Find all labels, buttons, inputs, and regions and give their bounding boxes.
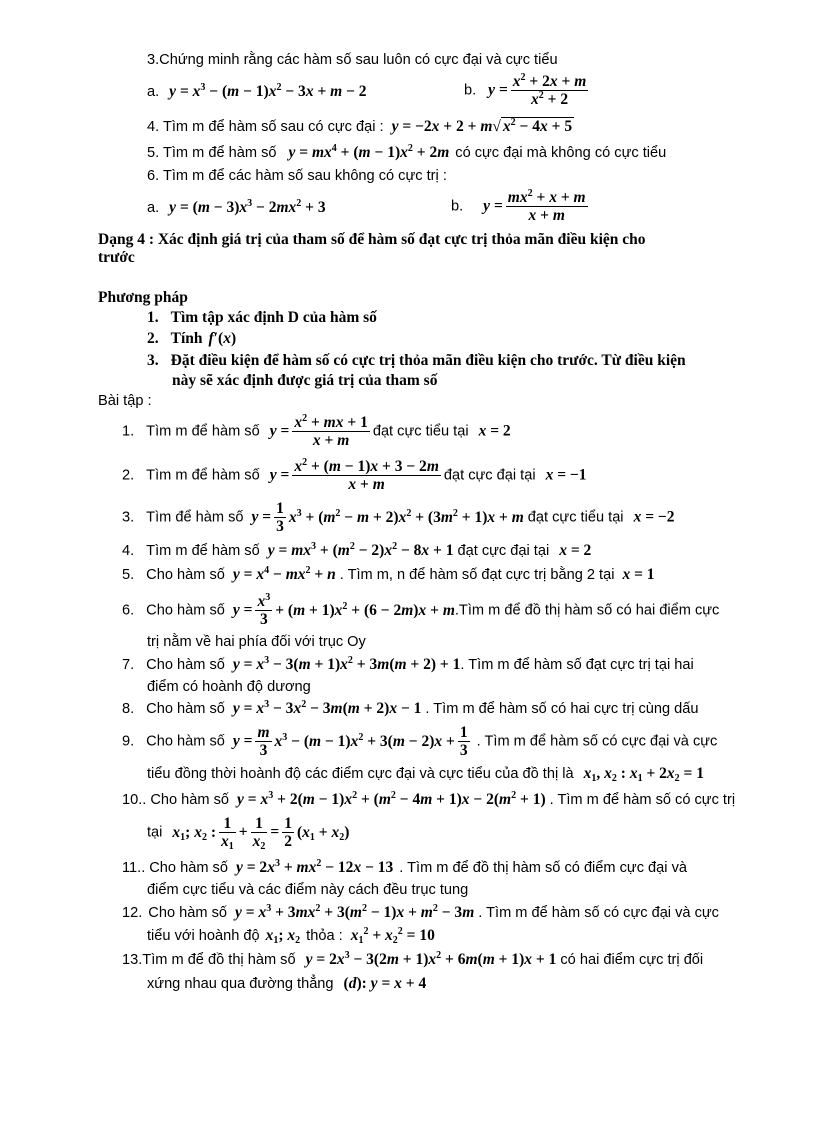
problem-3b	[464, 73, 591, 108]
exercise-10-line2: tại	[147, 824, 163, 841]
problem-4-text: 4. Tìm m để hàm số sau có cực đại :	[147, 119, 384, 135]
exercise-1-num: 1.	[122, 423, 135, 440]
formula-e12-cond: $x_1^2 + x_2^2 = 10$	[350, 926, 435, 946]
formula-e1: y =	[269, 422, 290, 440]
method-step-1-num: 1.	[147, 309, 159, 326]
exercise-13-post: có hai điểm cực trị đối	[560, 952, 704, 968]
exercise-6-post: .Tìm m để đồ thị hàm số có hai điểm cực	[454, 602, 720, 619]
problem-3a-label: a.	[147, 84, 160, 100]
exercise-13-cont	[147, 975, 426, 993]
exercise-12-post: . Tìm m để hàm số có cực đại và cực	[478, 905, 719, 921]
method-step-3-text: Đặt điều kiện để hàm số có cực trị thỏa mãn điều kiện cho trước. Từ điều kiện	[170, 352, 686, 369]
exercise-11-cont: điểm cực tiểu và các điểm này cách đều trục tung	[147, 882, 469, 898]
formula-e7: $y = x^3 - 3(m + 1)x^2 + 3m(m + 2) + 1$	[232, 655, 461, 673]
exercise-8-post: . Tìm m để hàm số có hai cực trị cùng dấu	[425, 701, 699, 717]
section-heading-dang4: Dạng 4 : Xác định giá trị của tham số để hàm số đạt cực trị thỏa mãn điều kiện cho	[98, 231, 646, 248]
method-step-3-cont: này sẽ xác định được giá trị của tham số	[172, 372, 438, 389]
formula-e3: y =	[251, 508, 272, 526]
exercise-7-post: . Tìm m để hàm số đạt cực trị tại hai	[460, 657, 694, 673]
fraction-e10-b: $\frac{1}{x_2}$	[252, 815, 266, 852]
exercise-13-pre: Tìm m để đồ thị hàm số	[142, 952, 296, 968]
exercise-1	[122, 414, 511, 449]
formula-e4-point: x = 2	[559, 542, 592, 559]
exercise-11	[122, 859, 687, 877]
exercise-2	[122, 458, 587, 493]
exercise-4-pre: Tìm m để hàm số	[146, 543, 260, 559]
method-step-3	[147, 352, 686, 370]
formula-e5: $y = x^4 - mx^2 + n$	[232, 565, 336, 583]
problem-6b-label: b.	[451, 198, 464, 215]
fraction-e10-c: $\frac{1}{2}$	[284, 815, 292, 850]
formula-e13: $y = 2x^3 - 3(2m + 1)x^2 + 6m(m + 1)x + 1$	[305, 950, 557, 968]
method-title: Phương pháp	[98, 289, 188, 306]
exercise-9-post: . Tìm m để hàm số có cực đại và cực	[476, 733, 718, 750]
exercise-6-num: 6.	[122, 602, 135, 619]
method-step-3-num: 3.	[147, 352, 159, 369]
exercise-4-post: đạt cực đại tại	[457, 543, 550, 559]
exercise-7-pre: Cho hàm số	[146, 657, 225, 673]
fraction-e9-a: $\frac{m}{3}$	[257, 724, 270, 759]
formula-e9: y =	[232, 732, 253, 750]
exercise-8	[122, 700, 699, 718]
method-step-1	[147, 309, 377, 327]
problem-3-text: 3.Chứng minh rằng các hàm số sau luôn có cực đại và cực tiểu	[147, 52, 558, 68]
method-step-2-text: Tính	[170, 330, 203, 347]
problem-6a	[147, 199, 326, 217]
exercise-2-pre: Tìm m để hàm số	[146, 467, 260, 484]
formula-e12-vars: $x_1$; $x_2$	[265, 927, 301, 946]
exercise-9	[122, 724, 717, 759]
method-step-1-text: Tìm tập xác định D của hàm số	[170, 309, 377, 326]
exercise-12	[122, 904, 719, 922]
exercise-13-line2: xứng nhau qua đường thẳng	[147, 976, 334, 992]
fraction-e2: $\frac{x^2 + (m - 1)x + 3 - 2m}{x + m}$	[294, 457, 439, 493]
formula-3b: y =	[488, 81, 508, 99]
exercise-11-post: . Tìm m để đồ thị hàm số có điểm cực đại và	[399, 860, 687, 876]
problem-5	[147, 144, 666, 162]
fraction-6b: $\frac{mx^2 + x + m}{x + m}$	[507, 188, 586, 224]
exercise-9-num: 9.	[122, 733, 135, 750]
method-step-2-num: 2.	[147, 330, 159, 347]
exercise-8-num: 8.	[122, 701, 135, 717]
formula-e3-rest: $x^3 + (m^2 - m + 2)x^2 + (3m^2 + 1)x + m$	[288, 507, 524, 526]
problem-6a-label: a.	[147, 200, 160, 216]
exercise-10	[122, 791, 735, 809]
exercise-5-post: . Tìm m, n để hàm số đạt cực trị bằng 2 tại	[339, 567, 615, 583]
formula-e6-rest: + $(m + 1)x^2 + (6 - 2m)x + m$	[275, 600, 455, 619]
exercise-12-line2a: tiểu với hoành độ	[147, 928, 260, 944]
fraction-3b: $\frac{x^2 + 2x + m}{x^2 + 2}$	[512, 72, 587, 108]
method-step-2	[147, 330, 236, 348]
formula-e4: $y = mx^3 + (m^2 - 2)x^2 - 8x + 1$	[267, 541, 454, 559]
formula-e2: y =	[269, 466, 290, 484]
formula-4: y = −2x + 2 + m√ $x^2 - 4x + 5$	[391, 117, 573, 135]
problem-3b-label: b.	[464, 82, 477, 99]
exercise-12-pre: Cho hàm số	[148, 905, 227, 921]
exercise-12-line2b: thỏa :	[306, 928, 343, 944]
exercise-3-post: đạt cực tiểu tại	[527, 509, 624, 526]
exercise-5-num: 5.	[122, 567, 135, 583]
formula-e12: $y = x^3 + 3mx^2 + 3(m^2 - 1)x + m^2 - 3m$	[234, 903, 475, 921]
exercise-4-num: 4.	[122, 543, 135, 559]
exercise-10-pre: Cho hàm số	[150, 792, 230, 808]
exercise-11-pre: Cho hàm số	[149, 860, 228, 876]
formula-e13-line: (d): y = x + 4	[343, 975, 427, 992]
formula-derivative: f′(x)	[208, 330, 237, 347]
formula-e6: y =	[232, 601, 253, 619]
exercise-6-cont: trị nằm về hai phía đối với trục Oy	[147, 634, 366, 650]
exercise-3-num: 3.	[122, 509, 135, 526]
exercise-7-num: 7.	[122, 657, 135, 673]
formula-e8: $y = x^3 - 3x^2 - 3m(m + 2)x - 1$	[232, 699, 422, 717]
formula-6a: $y = (m - 3)x^3 - 2mx^2 + 3$	[169, 198, 326, 216]
exercise-12-cont	[147, 927, 435, 945]
exercise-1-pre: Tìm m để hàm số	[146, 423, 260, 440]
exercise-3	[122, 500, 674, 535]
problem-5-pre: 5. Tìm m để hàm số	[147, 145, 277, 161]
exercise-5	[122, 566, 655, 584]
exercise-13-num: 13.	[122, 952, 143, 968]
exercise-5-pre: Cho hàm số	[146, 567, 225, 583]
formula-e10-cond: $x_1$; $x_2$ :	[172, 823, 217, 843]
exercise-6-pre: Cho hàm số	[146, 602, 225, 619]
exercise-4	[122, 542, 591, 560]
section-heading-dang4-cont: trước	[98, 249, 135, 266]
exercise-10-post: . Tìm m để hàm số có cực trị	[549, 792, 736, 808]
formula-e2-point: x = −1	[545, 466, 587, 484]
problem-6-text: 6. Tìm m để các hàm số sau không có cực trị :	[147, 168, 447, 184]
exercise-7-cont: điểm có hoành độ dương	[147, 679, 311, 695]
problem-5-post: có cực đại mà không có cực tiểu	[455, 145, 667, 161]
exercise-10-num: 10..	[122, 792, 147, 808]
fraction-e9-b: $\frac{1}{3}$	[459, 724, 468, 759]
fraction-e10-a: $\frac{1}{x_1}$	[221, 815, 234, 852]
exercise-8-pre: Cho hàm số	[146, 701, 225, 717]
exercise-2-post: đạt cực đại tại	[443, 467, 536, 484]
formula-3a: $y = x^3 - (m - 1)x^2 - 3x + m - 2$	[169, 82, 367, 100]
exercises-title: Bài tập :	[98, 393, 152, 409]
exercise-13	[122, 951, 703, 969]
exercise-7	[122, 656, 694, 674]
formula-6b: y =	[483, 197, 503, 215]
problem-6b	[451, 189, 591, 224]
formula-e11: $y = 2x^3 + mx^2 - 12x - 13$	[235, 858, 394, 876]
fraction-e3: $\frac{1}{3}$	[276, 500, 284, 535]
formula-e10: $y = x^3 + 2(m - 1)x^2 + (m^2 - 4m + 1)x - 2(m^2 + 1)$	[237, 790, 546, 808]
exercise-1-post: đạt cực tiểu tại	[372, 423, 469, 440]
formula-e3-point: x = −2	[633, 508, 675, 526]
exercise-2-num: 2.	[122, 467, 135, 484]
problem-3a	[147, 83, 367, 101]
fraction-e1: $\frac{x^2 + mx + 1}{x + m}$	[294, 413, 368, 449]
exercise-6	[122, 593, 719, 628]
formula-e1-point: x = 2	[478, 422, 511, 440]
formula-e9-rest: $x^3 - (m - 1)x^2 + 3(m - 2)x$ +	[274, 731, 455, 750]
exercise-9-pre: Cho hàm số	[146, 733, 225, 750]
exercise-9-cont	[147, 765, 704, 783]
problem-4	[147, 118, 574, 136]
exercise-9-line2: tiểu đồng thời hoành độ các điểm cực đại và cực tiểu của đồ thị là	[147, 766, 574, 782]
formula-e9-cond: $x_1$, $x_2$ : $x_1 + 2x_2 = 1$	[583, 765, 704, 784]
exercise-3-pre: Tìm để hàm số	[146, 509, 244, 526]
formula-e5-point: x = 1	[622, 566, 655, 583]
formula-5: $y = mx^4 + (m - 1)x^2 + 2m$	[288, 143, 450, 161]
exercise-10-cont: tại $x_1$; $x_2$ : $\frac{1}{x_1}$ + $\frac{1}{x_2}$ = $\frac{1}{2}$ $(x_1 + x_2)$	[147, 815, 350, 852]
exercise-11-num: 11..	[122, 860, 146, 876]
exercise-12-num: 12.	[122, 905, 143, 921]
fraction-e6: $\frac{x^3}{3}$	[257, 592, 271, 628]
